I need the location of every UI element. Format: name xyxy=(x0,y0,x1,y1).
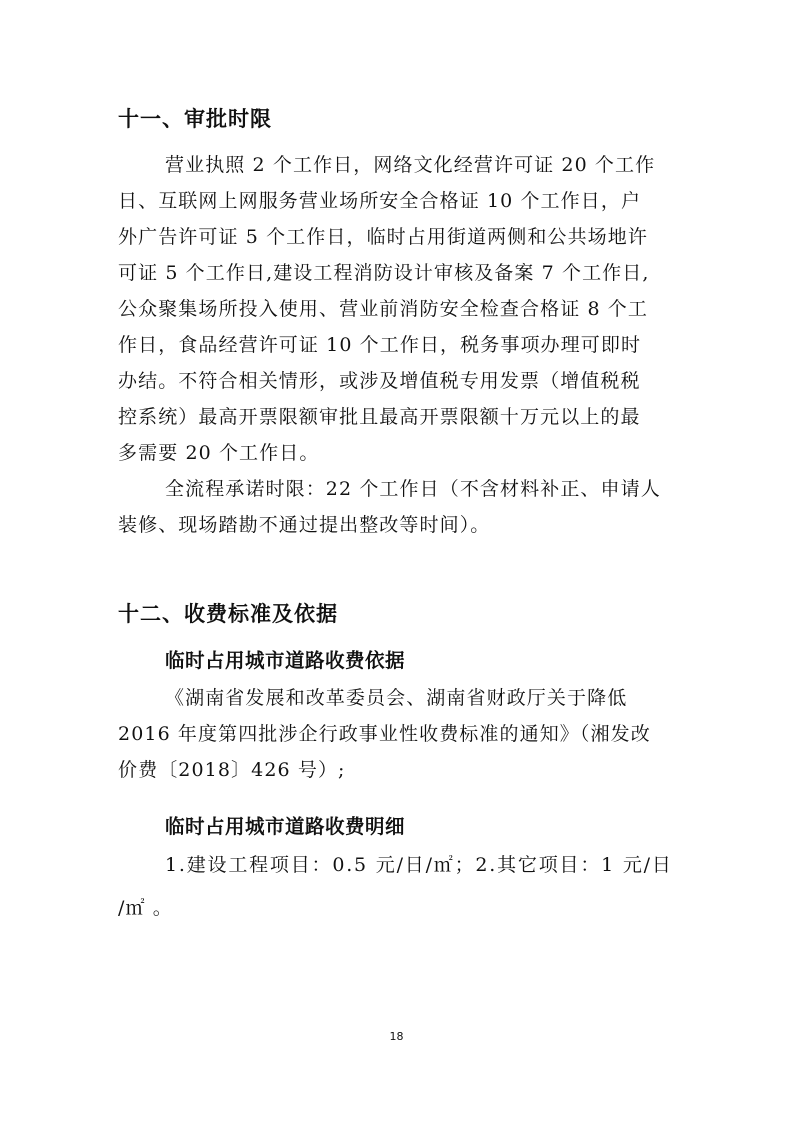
section-11-line-7: 办结。不符合相关情形，或涉及增值税专用发票（增值税税 xyxy=(118,370,641,392)
section-11-line-4: 可证 5 个工作日,建设工程消防设计审核及备案 7 个工作日, xyxy=(118,262,650,284)
page-number: 18 xyxy=(389,1030,404,1043)
detail-line-1: 1.建设工程项目：0.5 元/日/㎡；2.其它项目：1 元/日 xyxy=(165,854,673,876)
section-11-heading: 十一、审批时限 xyxy=(118,107,272,131)
basis-subheading: 临时占用城市道路收费依据 xyxy=(165,649,406,672)
detail-line-2: /㎡ 。 xyxy=(118,897,173,919)
basis-line-2: 2016 年度第四批涉企行政事业性收费标准的通知》（湘发改 xyxy=(118,723,651,745)
section-11-line-6: 作日，食品经营许可证 10 个工作日，税务事项办理可即时 xyxy=(118,334,642,356)
commitment-line-1: 全流程承诺时限：22 个工作日（不含材料补正、申请人 xyxy=(165,478,661,500)
commitment-line-2: 装修、现场踏勘不通过提出整改等时间）。 xyxy=(118,514,491,536)
section-11-line-2: 日、互联网上网服务营业场所安全合格证 10 个工作日，户 xyxy=(118,190,642,212)
section-11-line-9: 多需要 20 个工作日。 xyxy=(118,442,320,464)
detail-subheading: 临时占用城市道路收费明细 xyxy=(165,815,406,838)
section-11-line-5: 公众聚集场所投入使用、营业前消防安全检查合格证 8 个工 xyxy=(118,298,648,320)
section-12-heading: 十二、收费标准及依据 xyxy=(118,602,338,626)
basis-line-3: 价费〔2018〕426 号）; xyxy=(118,759,346,781)
section-11-line-3: 外广告许可证 5 个工作日，临时占用街道两侧和公共场地许 xyxy=(118,226,648,248)
basis-line-1: 《湖南省发展和改革委员会、湖南省财政厅关于降低 xyxy=(165,687,628,709)
section-11-line-8: 控系统）最高开票限额审批且最高开票限额十万元以上的最 xyxy=(118,406,641,428)
section-11-line-1: 营业执照 2 个工作日，网络文化经营许可证 20 个工作 xyxy=(165,154,656,176)
